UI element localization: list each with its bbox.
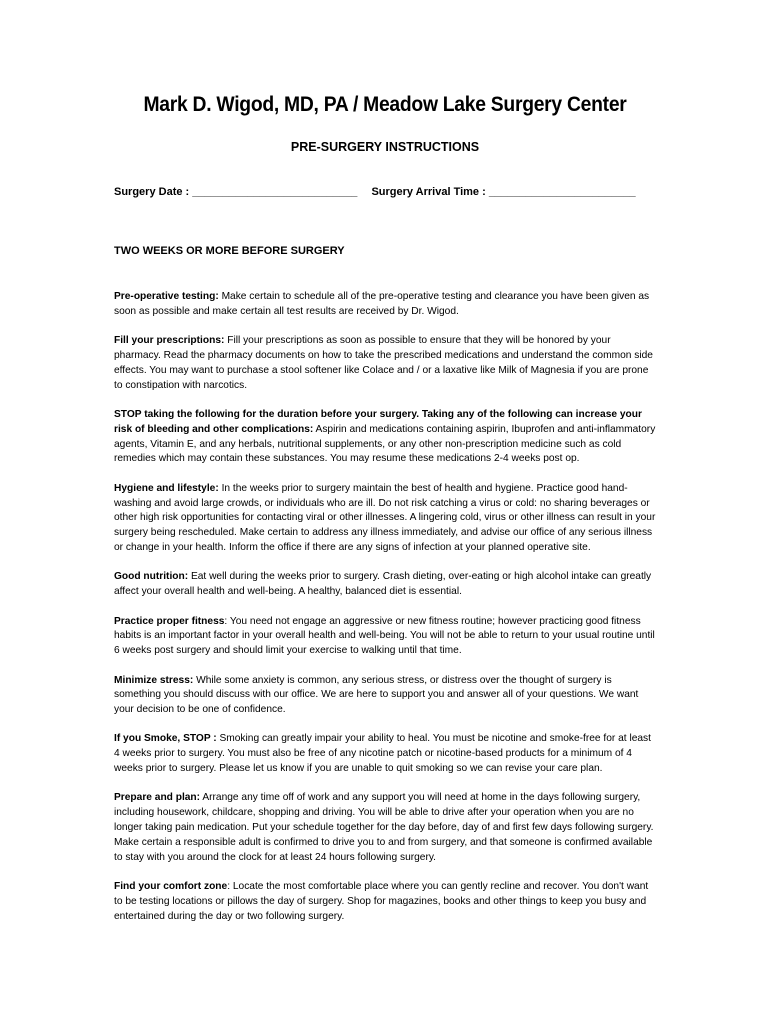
paragraph-text: Arrange any time off of work and any support you will need at home in the days following surgery, including housework, childcare, shopping and driving. You will be able to drive after your operation when you are no longer taking pain medication. Put your schedule together for the day before, day of and first few days following surgery. Make certain a responsible adult is confirmed to drive you to and from surgery, and that someone is confirmed available to stay with you around the clock for at least 24 hours following surgery. xyxy=(114,792,654,863)
paragraph-heading: Prepare and plan: xyxy=(114,792,201,804)
paragraph-heading: STOP taking the following for the duration before your surgery. Taking any of the following can increase your risk of bleeding and other complications: xyxy=(114,408,642,435)
paragraph-good-nutrition xyxy=(114,570,659,600)
paragraph-heading: Pre-operative testing: xyxy=(114,291,219,302)
paragraph-text: Make certain to schedule all of the pre-operative testing and clearance you have been given as soon as possible and make certain all test results are received by Dr. Wigod. xyxy=(114,291,650,317)
paragraph-heading: Practice proper fitness xyxy=(114,615,225,627)
paragraph-minimize-stress xyxy=(114,674,659,718)
paragraph-text: Smoking can greatly impair your ability to heal. You must be nicotine and smoke-free for at least 4 weeks prior to surgery. You must also be free of any nicotine patch or nicotine-based products for a minimum of 4 weeks prior to surgery. Please let us know if you are unable to quit smoking so we can revise your care plan. xyxy=(114,733,651,775)
paragraph-text: Aspirin and medications containing aspirin, Ibuprofen and anti-inflammatory agents, Vitamin E, and any herbals, nutritional supplements, or any other non-prescription medicine such as cold remedies which may contain these substances. You may resume these medications 2-4 weeks post op. xyxy=(114,423,656,465)
paragraph-heading: Hygiene and lifestyle: xyxy=(114,482,219,494)
surgery-date-field: Surgery Date : ___________________________ xyxy=(114,186,358,198)
paragraph-heading: Minimize stress: xyxy=(114,674,194,686)
document-subtitle: PRE-SURGERY INSTRUCTIONS xyxy=(290,140,480,154)
paragraph-text: While some anxiety is common, any serious stress, or distress over the thought of surgery is something you should discuss with our office. We are here to support you and answer all of your questions. We want your decision to be one of confidence. xyxy=(114,674,639,716)
instructions-body xyxy=(114,290,659,939)
paragraph-text: : You need not engage an aggressive or new fitness routine; however practicing good fitness habits is an important factor in your overall health and well-being. You will not be able to return to your usual routine until 6 weeks post surgery and should limit your exercise to walking until that time. xyxy=(114,615,655,657)
paragraph-heading: If you Smoke, STOP : xyxy=(114,733,217,745)
paragraph-preoperative-testing xyxy=(114,290,659,320)
page-title: Mark D. Wigod, MD, PA / Meadow Lake Surgery Center xyxy=(143,93,627,116)
paragraph-hygiene-lifestyle xyxy=(114,482,659,556)
paragraph-stop-smoking xyxy=(114,732,659,776)
section-heading: TWO WEEKS OR MORE BEFORE SURGERY xyxy=(114,245,345,257)
paragraph-prepare-plan xyxy=(114,791,659,865)
surgery-arrival-time-field: Surgery Arrival Time : ________________________ xyxy=(371,186,636,198)
paragraph-heading: Good nutrition: xyxy=(114,571,189,583)
paragraph-stop-taking xyxy=(114,408,659,467)
paragraph-text: In the weeks prior to surgery maintain the best of health and hygiene. Practice good hand-washing and avoid large crowds, or individuals who are ill. Do not risk catching a virus or cold: no sharing beverages or other high risk opportunities for contacting viral or other illnesses. A lingering cold, virus or other illness can result in your surgery being rescheduled. Make certain to address any illness immediately, and advise our office of any serious illness or change in your health. Inform the office if there are any signs of infection at your planned operative site. xyxy=(114,482,656,553)
paragraph-heading: Find your comfort zone xyxy=(114,881,228,893)
surgery-fields xyxy=(114,186,674,198)
paragraph-proper-fitness xyxy=(114,615,659,659)
paragraph-text: Fill your prescriptions as soon as possible to ensure that they will be honored by your pharmacy. Read the pharmacy documents on how to take the prescribed medications and understand the common side effects. You may want to purchase a stool softener like Colace and / or a laxative like Milk of Magnesia if you are prone to constipation with narcotics. xyxy=(114,335,653,391)
paragraph-comfort-zone xyxy=(114,880,659,924)
paragraph-text: Eat well during the weeks prior to surgery. Crash dieting, over-eating or high alcohol intake can greatly affect your overall health and well-being. A healthy, balanced diet is essential. xyxy=(114,571,652,598)
paragraph-fill-prescriptions xyxy=(114,334,659,393)
paragraph-text: : Locate the most comfortable place where you can gently recline and recover. You don't want to be testing locations or pillows the day of surgery. Shop for magazines, books and other things to keep you busy and entertained during the day or two following surgery. xyxy=(114,881,649,922)
paragraph-heading: Fill your prescriptions: xyxy=(114,335,225,347)
